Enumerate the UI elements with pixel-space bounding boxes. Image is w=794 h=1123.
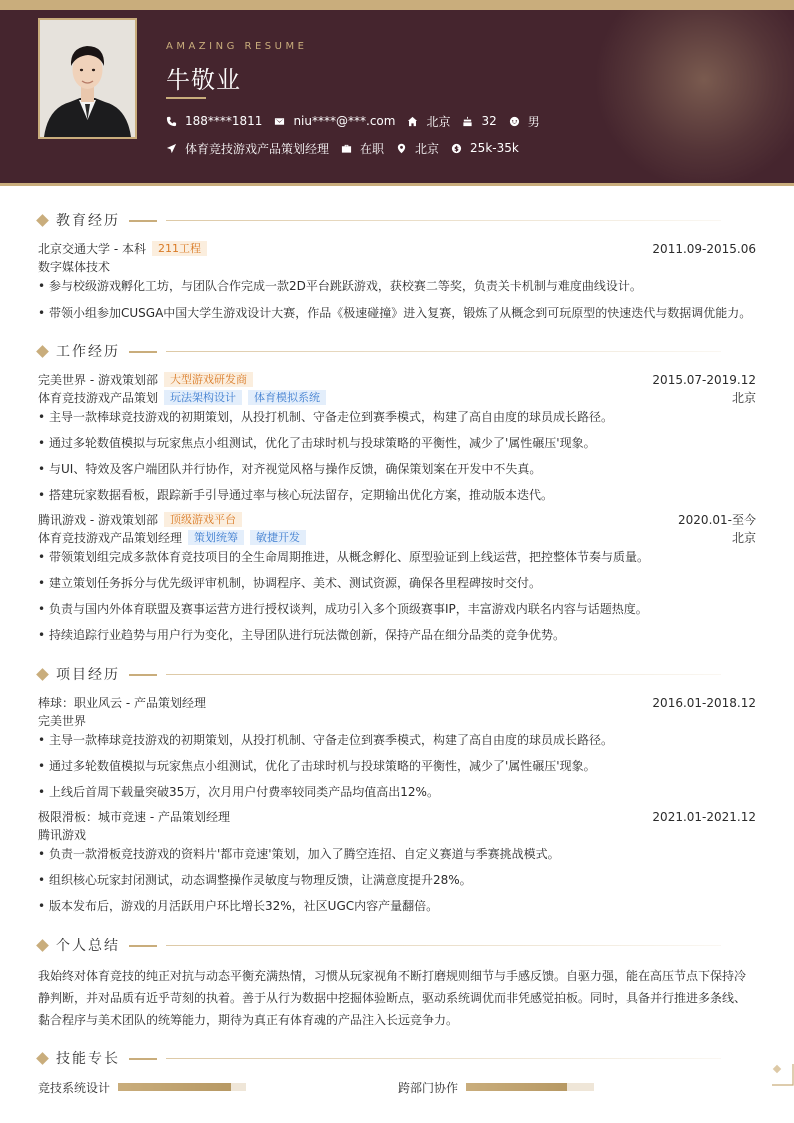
work-role: 体育竞技游戏产品策划: [38, 391, 159, 405]
phone-icon: [166, 116, 177, 127]
gender-text: 男: [527, 114, 540, 129]
corner-ornament-icon: [772, 1064, 794, 1086]
work-company: 完美世界 - 游戏策划部: [38, 373, 158, 387]
phone-item: [166, 114, 262, 128]
coin-icon: [451, 143, 462, 154]
bullet-text: 通过多轮数值模拟与玩家焦点小组测试，优化了击球时机与投球策略的平衡性，减少了'属性碾压'现象。: [49, 436, 596, 450]
target-city-item: [396, 140, 439, 157]
project-bullet: [38, 845, 756, 863]
education-major: 数字媒体技术: [38, 260, 111, 274]
section-accent-line: [129, 674, 157, 676]
work-role-line: [38, 389, 756, 407]
work-bullet: [38, 548, 756, 566]
bullet-text: 建立策划任务拆分与优先级评审机制，协调程序、美术、测试资源，确保各里程碑按时交付。: [49, 576, 542, 590]
section-divider: [166, 220, 721, 221]
section-title: 技能专长: [56, 1051, 120, 1067]
section-title: 项目经历: [56, 667, 120, 683]
section-title: 工作经历: [56, 344, 120, 360]
section-diamond-icon: [36, 214, 49, 227]
section-work: [38, 343, 756, 363]
email-icon: [274, 116, 285, 127]
work-period: 2020.01-至今: [678, 513, 756, 527]
section-accent-line: [129, 1058, 157, 1060]
bullet-text: 带领策划组完成多款体育竞技项目的全生命周期推进，从概念孵化、原型验证到上线运营，把控整体节奏与质量。: [49, 550, 650, 564]
briefcase-icon: [341, 143, 352, 154]
project-title-line: [38, 694, 756, 712]
target-position-text: 体育竞技游戏产品策划经理: [185, 141, 330, 156]
bullet-text: 负责一款滑板竞技游戏的资料片'都市竞速'策划，加入了腾空连招、自定义赛道与季赛挑战模式。: [49, 847, 560, 861]
salary-text: 25k-35k: [470, 141, 519, 155]
email-text: niu****@***.com: [293, 114, 396, 128]
profile-photo: [38, 18, 137, 139]
skill-item: [398, 1079, 594, 1095]
bullet-text: 主导一款棒球竞技游戏的初期策划，从投打机制、守备走位到赛季模式，构建了高自由度的球员成长路径。: [49, 733, 614, 747]
work-bullet: [38, 486, 756, 504]
home-icon: [407, 116, 418, 127]
header-tagline: AMAZING RESUME: [166, 41, 308, 52]
work-role-tag: 体育模拟系统: [248, 390, 326, 405]
project-bullet: [38, 757, 756, 775]
section-divider: [166, 1058, 721, 1059]
bullet-text: 组织核心玩家封闭测试，动态调整操作灵敏度与物理反馈，让满意度提升28%。: [49, 873, 472, 887]
bullet-text: 参与校级游戏孵化工坊，与团队合作完成一款2D平台跳跃游戏，获校赛二等奖，负责关卡机制与难度曲线设计。: [49, 279, 642, 293]
work-company-line: [38, 371, 756, 389]
work-location: 北京: [731, 391, 756, 405]
skill-bar-fill: [466, 1083, 567, 1091]
job-intent-row: [166, 139, 531, 157]
bullet-text: 持续追踪行业趋势与用户行为变化，主导团队进行玩法微创新，保持产品在细分品类的竞争优势。: [49, 628, 566, 642]
section-diamond-icon: [36, 939, 49, 952]
education-tag: 211工程: [152, 241, 207, 256]
project-bullet: [38, 783, 756, 801]
project-company: 腾讯游戏: [38, 828, 87, 842]
name-underline: [166, 97, 206, 99]
education-school: 北京交通大学 - 本科: [38, 242, 146, 256]
work-role-tag: 玩法架构设计: [164, 390, 242, 405]
work-bullet: [38, 408, 756, 426]
age-text: 32: [481, 114, 497, 128]
section-title: 个人总结: [56, 938, 120, 954]
summary-text: 我始终对体育竞技的纯正对抗与动态平衡充满热情，习惯从玩家视角不断打磨规则细节与手感反馈。自驱力强，能在高压节点下保持冷静判断，并对品质有近乎苛刻的执着。善于从行为数据中挖掘体验断点，驱动系统调优而非凭感觉拍板。同时，具备并行推进多条线、黏合程序与美术团队的统筹能力，期待为真正有体育魂的产品注入长远竞争力。: [38, 969, 747, 1027]
education-bullet: [38, 277, 756, 295]
salary-item: [451, 141, 519, 155]
section-divider: [166, 674, 721, 675]
work-bullet: [38, 626, 756, 644]
work-company-line: [38, 511, 756, 529]
bullet-text: 负责与国内外体育联盟及赛事运营方进行授权谈判，成功引入多个顶级赛事IP，丰富游戏内联名内容与话题热度。: [49, 602, 648, 616]
project-bullet: [38, 871, 756, 889]
project-title: 极限滑板：城市竞速 - 产品策划经理: [38, 810, 230, 824]
city-item: [407, 113, 450, 130]
section-divider: [166, 351, 721, 352]
status-item: [341, 140, 384, 157]
work-role-tag: 策划统筹: [188, 530, 244, 545]
city-text: 北京: [426, 114, 451, 129]
top-accent-bar: [0, 0, 794, 10]
work-company-tag: 顶级游戏平台: [164, 512, 242, 527]
candidate-name: 牛敬业: [166, 66, 241, 94]
section-diamond-icon: [36, 668, 49, 681]
project-period: 2021.01-2021.12: [652, 810, 756, 824]
bullet-text: 通过多轮数值模拟与玩家焦点小组测试，优化了击球时机与投球策略的平衡性，减少了'属性碾压'现象。: [49, 759, 596, 773]
project-bullet: [38, 731, 756, 749]
skill-name: 跨部门协作: [398, 1080, 459, 1095]
work-bullet: [38, 460, 756, 478]
send-icon: [166, 143, 177, 154]
section-accent-line: [129, 220, 157, 222]
section-summary: [38, 937, 756, 957]
section-education: [38, 212, 756, 232]
work-location: 北京: [731, 531, 756, 545]
header-glow: [594, 10, 794, 186]
work-company-tag: 大型游戏研发商: [164, 372, 253, 387]
bullet-text: 上线后首周下载量突破35万，次月用户付费率较同类产品均值高出12%。: [49, 785, 439, 799]
work-company: 腾讯游戏 - 游戏策划部: [38, 513, 158, 527]
project-period: 2016.01-2018.12: [652, 696, 756, 710]
section-title: 教育经历: [56, 213, 120, 229]
bullet-text: 搭建玩家数据看板，跟踪新手引导通过率与核心玩法留存，定期输出优化方案，推动版本迭代。: [49, 488, 554, 502]
education-bullet: [38, 304, 756, 322]
work-role-line: [38, 529, 756, 547]
email-item: [274, 114, 395, 128]
skill-bar: [118, 1083, 246, 1091]
section-project: [38, 666, 756, 686]
skill-name: 竞技系统设计: [38, 1080, 111, 1095]
cake-icon: [462, 116, 473, 127]
bullet-text: 与UI、特效及客户端团队并行协作，对齐视觉风格与操作反馈，确保策划案在开发中不失真。: [49, 462, 542, 476]
target-position-item: [166, 140, 329, 157]
work-bullet: [38, 600, 756, 618]
skill-bar: [466, 1083, 594, 1091]
header-bottom-line: [0, 183, 794, 186]
phone-text: 188****1811: [185, 114, 263, 128]
education-school-line: [38, 240, 756, 258]
education-period: 2011.09-2015.06: [652, 242, 756, 256]
contact-row: [166, 112, 552, 130]
skill-bar-fill: [118, 1083, 231, 1091]
section-accent-line: [129, 945, 157, 947]
project-bullet: [38, 897, 756, 915]
bullet-text: 主导一款棒球竞技游戏的初期策划，从投打机制、守备走位到赛季模式，构建了高自由度的球员成长路径。: [49, 410, 614, 424]
project-title: 棒球：职业风云 - 产品策划经理: [38, 696, 206, 710]
work-role-tag: 敏捷开发: [250, 530, 306, 545]
section-diamond-icon: [36, 1052, 49, 1065]
work-period: 2015.07-2019.12: [652, 373, 756, 387]
project-title-line: [38, 808, 756, 826]
age-item: [462, 114, 496, 128]
gender-item: [509, 113, 540, 130]
work-bullet: [38, 574, 756, 592]
skill-item: [38, 1079, 246, 1095]
section-divider: [166, 945, 721, 946]
bullet-text: 版本发布后，游戏的月活跃用户环比增长32%，社区UGC内容产量翻倍。: [49, 899, 439, 913]
bullet-text: 带领小组参加CUSGA中国大学生游戏设计大赛，作品《极速碰撞》进入复赛，锻炼了从概念到可玩原型的快速迭代与数据调优能力。: [49, 306, 752, 320]
section-diamond-icon: [36, 345, 49, 358]
project-company: 完美世界: [38, 714, 87, 728]
location-pin-icon: [396, 143, 407, 154]
target-city-text: 北京: [415, 141, 440, 156]
status-text: 在职: [360, 141, 385, 156]
resume-header: [0, 10, 794, 186]
section-accent-line: [129, 351, 157, 353]
smile-icon: [509, 116, 520, 127]
section-skills: [38, 1050, 756, 1070]
work-role: 体育竞技游戏产品策划经理: [38, 531, 183, 545]
work-bullet: [38, 434, 756, 452]
